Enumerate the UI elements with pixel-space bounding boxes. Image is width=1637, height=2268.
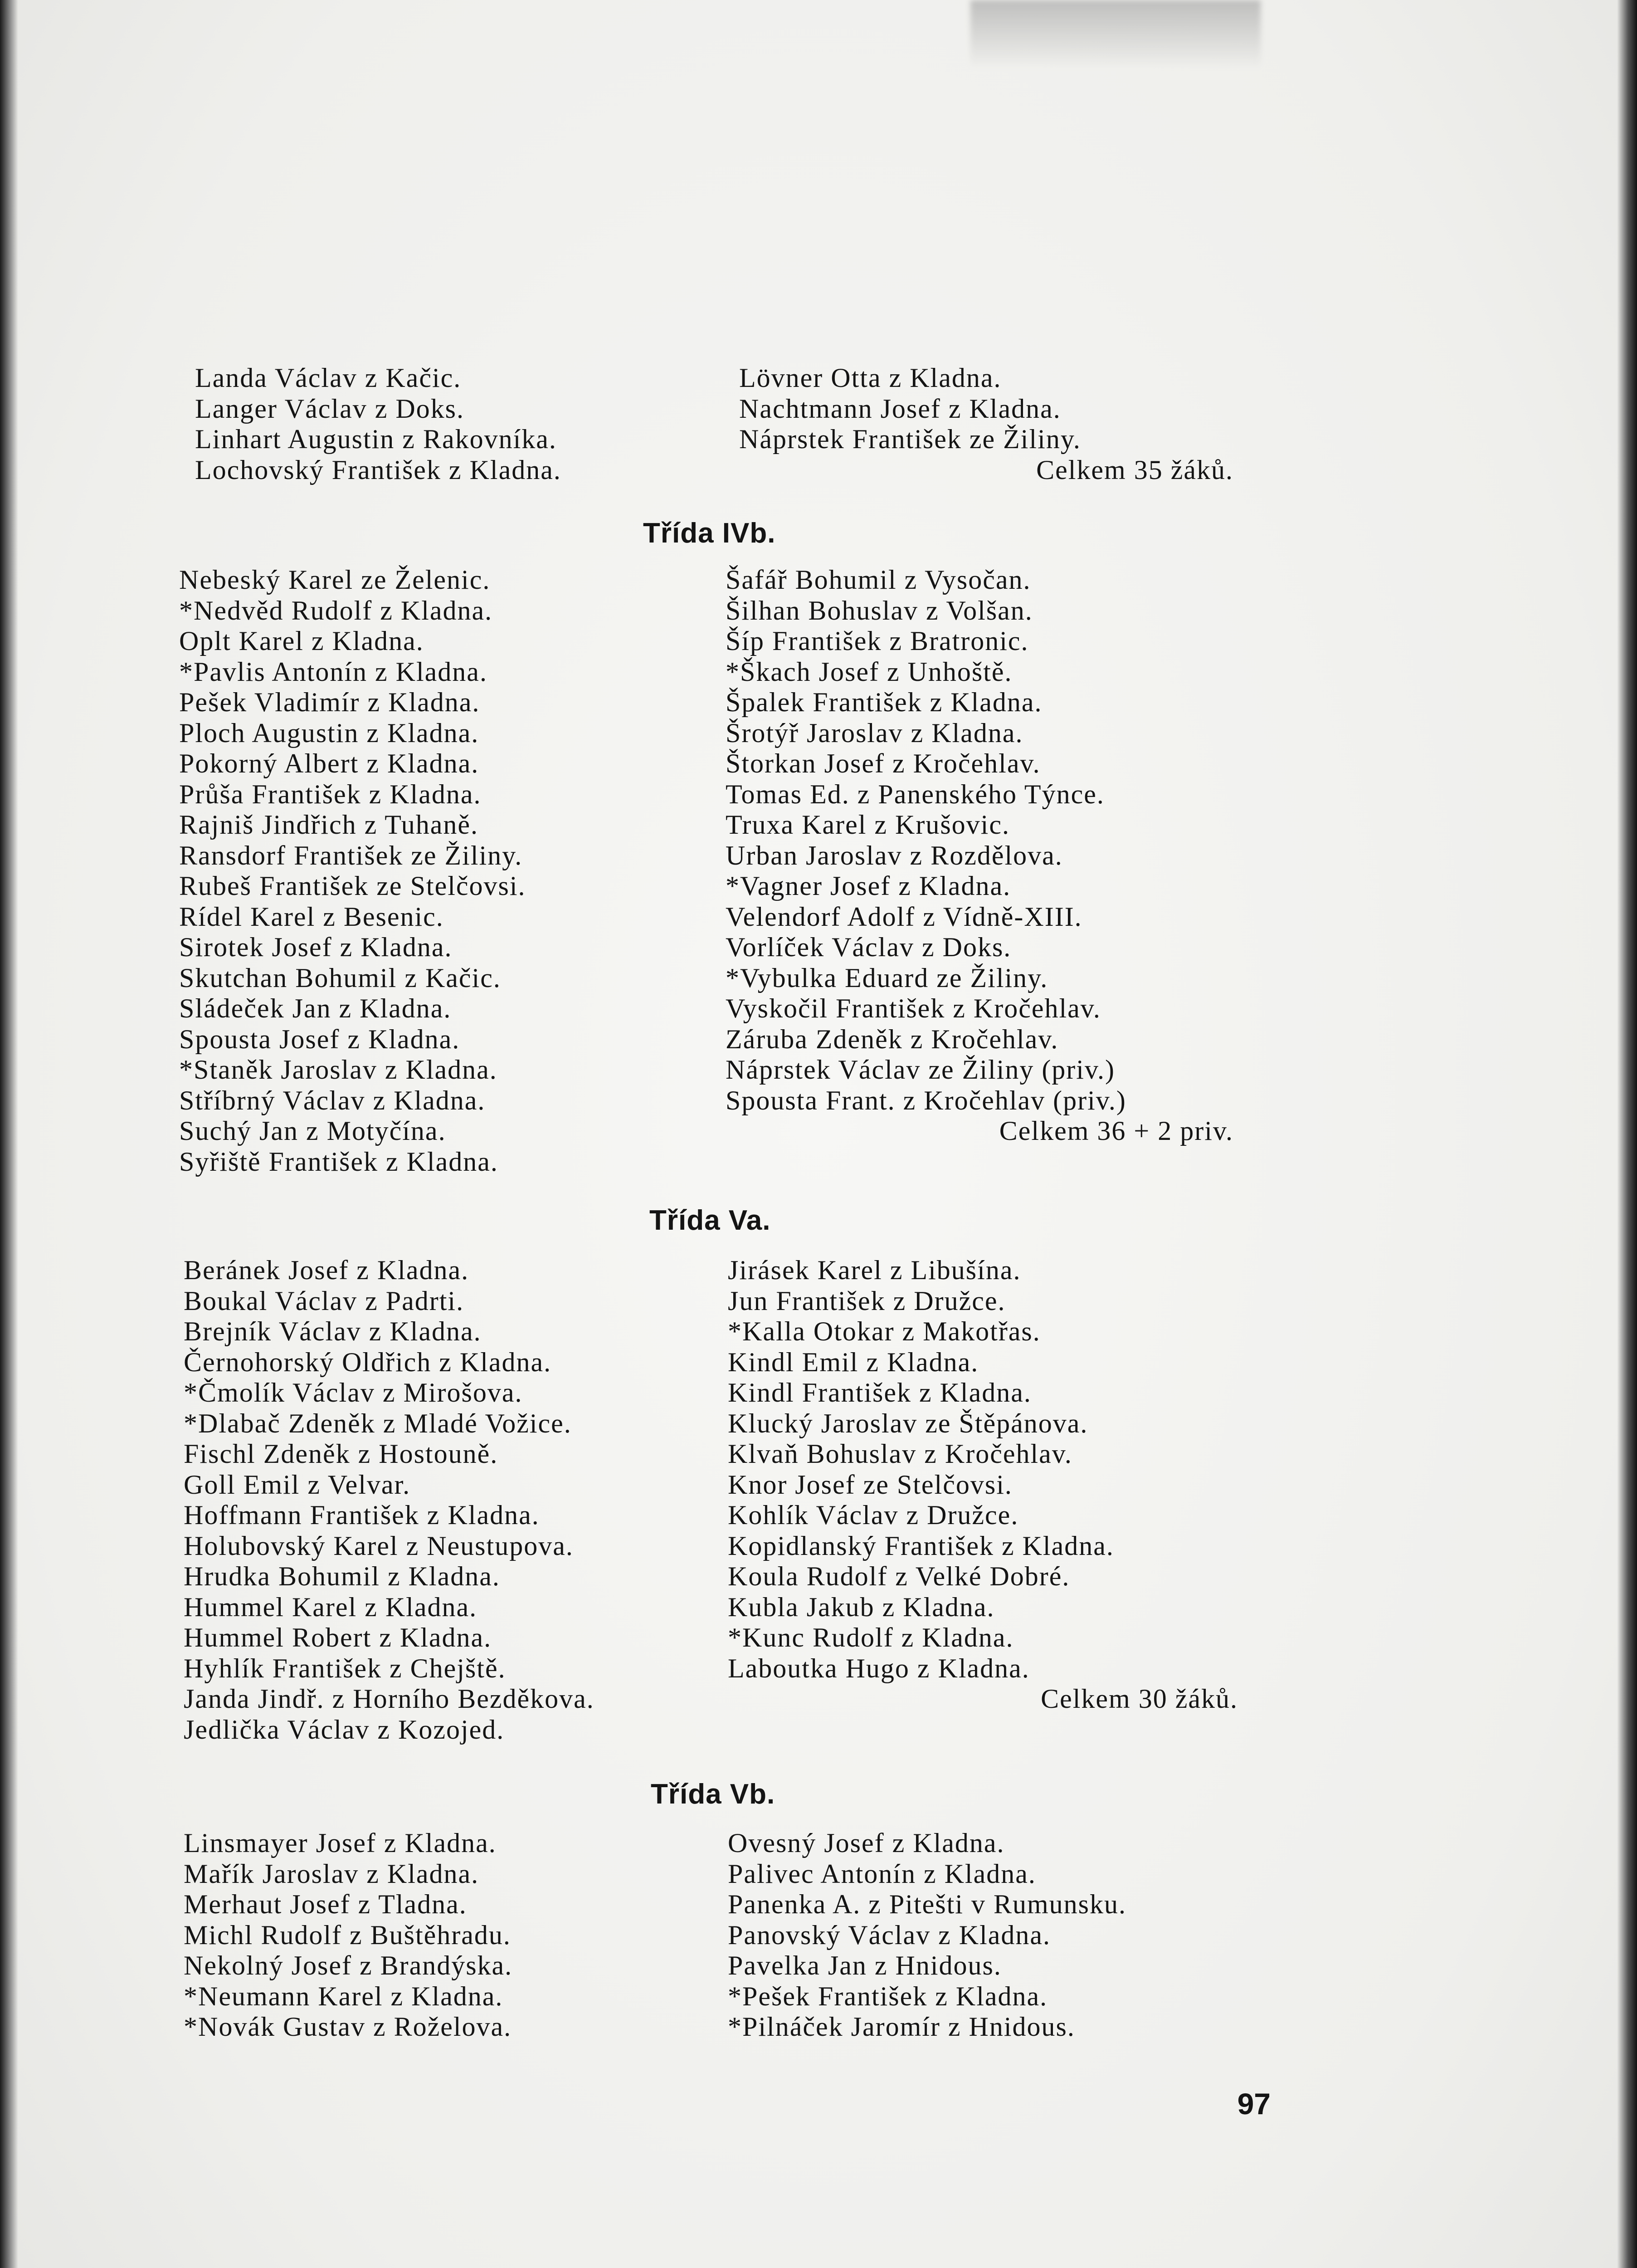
list-item: Stříbrný Václav z Kladna.: [179, 1085, 486, 1115]
list-item: Rídel Karel z Besenic.: [179, 901, 444, 932]
list-item: Vorlíček Václav z Doks.: [726, 932, 1012, 962]
list-item: *Dlabač Zdeněk z Mladé Vožice.: [184, 1408, 572, 1438]
list-item: Štorkan Josef z Kročehlav.: [726, 748, 1041, 778]
list-item: Truxa Karel z Krušovic.: [726, 810, 1010, 840]
list-item: Skutchan Bohumil z Kačic.: [179, 963, 501, 993]
list-item: Goll Emil z Velvar.: [184, 1469, 411, 1500]
list-item: Šilhan Bohuslav z Volšan.: [726, 595, 1033, 626]
list-item: Michl Rudolf z Buštěhradu.: [184, 1920, 511, 1950]
list-item: Kindl Emil z Kladna.: [728, 1347, 979, 1377]
list-item: Hoffmann František z Kladna.: [184, 1500, 540, 1530]
left-column: [179, 565, 526, 1177]
list-item: Pokorný Albert z Kladna.: [179, 748, 479, 778]
scan-stain: [970, 0, 1261, 68]
section-heading-ivb: Třída IVb.: [643, 518, 776, 549]
list-item: *Kalla Otokar z Makotřas.: [728, 1316, 1041, 1346]
list-item: *Kunc Rudolf z Kladna.: [728, 1623, 1014, 1652]
list-item: Pavelka Jan z Hnidous.: [728, 1950, 1002, 1980]
list-item: *Staněk Jaroslav z Kladna.: [179, 1055, 497, 1085]
list-item: Náprstek Václav ze Žiliny (priv.): [726, 1055, 1116, 1085]
list-item: Hummel Karel z Kladna.: [184, 1592, 477, 1622]
list-item: Brejník Václav z Kladna.: [184, 1316, 482, 1346]
right-column: [728, 1255, 1238, 1715]
list-item: *Škach Josef z Unhoště.: [726, 656, 1013, 687]
list-item: Špalek František z Kladna.: [726, 687, 1043, 717]
list-item: Hummel Robert z Kladna.: [184, 1623, 492, 1652]
list-item: Lochovský František z Kladna.: [195, 455, 561, 485]
list-item: Koula Rudolf z Velké Dobré.: [728, 1561, 1070, 1591]
right-column: [726, 565, 1233, 1147]
list-item: Langer Václav z Doks.: [195, 393, 465, 424]
list-item: Černohorský Oldřich z Kladna.: [184, 1347, 552, 1377]
list-item: Jedlička Václav z Kozojed.: [184, 1714, 505, 1745]
list-item: *Novák Gustav z Roželova.: [184, 2012, 512, 2042]
list-item: Náprstek František ze Žiliny.: [739, 424, 1081, 454]
list-item: *Nedvěd Rudolf z Kladna.: [179, 595, 493, 626]
list-item: Beránek Josef z Kladna.: [184, 1255, 469, 1285]
list-item: Boukal Václav z Padrti.: [184, 1286, 464, 1316]
section-heading-vb: Třída Vb.: [651, 1779, 775, 1810]
list-item: Jun František z Družce.: [728, 1286, 1006, 1316]
list-item: *Vagner Josef z Kladna.: [726, 871, 1011, 901]
left-column: [184, 1828, 512, 2043]
list-item: Merhaut Josef z Tladna.: [184, 1889, 467, 1919]
list-item: Ransdorf František ze Žiliny.: [179, 840, 523, 870]
list-item: Rubeš František ze Stelčovsi.: [179, 871, 526, 901]
class-total: Celkem 30 žáků.: [1041, 1684, 1238, 1714]
list-item: Palivec Antonín z Kladna.: [728, 1858, 1036, 1889]
right-column: [739, 363, 1233, 485]
list-item: Panovský Václav z Kladna.: [728, 1920, 1051, 1950]
list-item: *Pešek František z Kladna.: [728, 1981, 1048, 2011]
list-item: Rajniš Jindřich z Tuhaně.: [179, 810, 478, 840]
list-item: Vyskočil František z Kročehlav.: [726, 993, 1101, 1023]
list-item: Klucký Jaroslav ze Štěpánova.: [728, 1408, 1088, 1438]
page-number: 97: [1237, 2087, 1271, 2121]
list-item: *Pilnáček Jaromír z Hnidous.: [728, 2012, 1075, 2042]
class-total: Celkem 35 žáků.: [1036, 455, 1233, 485]
list-item: Hrudka Bohumil z Kladna.: [184, 1561, 500, 1591]
list-item: Suchý Jan z Motyčína.: [179, 1116, 446, 1146]
list-item: Jirásek Karel z Libušína.: [728, 1255, 1021, 1285]
list-item: Spousta Josef z Kladna.: [179, 1024, 460, 1054]
list-item: Landa Václav z Kačic.: [195, 363, 462, 393]
list-item: Syřiště František z Kladna.: [179, 1146, 498, 1177]
list-item: Klvaň Bohuslav z Kročehlav.: [728, 1439, 1072, 1469]
list-item: Šíp František z Bratronic.: [726, 626, 1029, 656]
list-item: Panenka A. z Pitešti v Rumunsku.: [728, 1889, 1126, 1919]
right-column: [728, 1828, 1126, 2043]
list-item: Velendorf Adolf z Vídně-XIII.: [726, 901, 1082, 932]
list-item: Šafář Bohumil z Vysočan.: [726, 565, 1031, 595]
list-item: Mařík Jaroslav z Kladna.: [184, 1858, 479, 1889]
list-item: Janda Jindř. z Horního Bezděkova.: [184, 1684, 594, 1714]
list-item: Tomas Ed. z Panenského Týnce.: [726, 779, 1105, 809]
left-column: [184, 1255, 594, 1745]
list-item: Záruba Zdeněk z Kročehlav.: [726, 1024, 1059, 1054]
list-item: Ploch Augustin z Kladna.: [179, 718, 479, 748]
list-item: Pešek Vladimír z Kladna.: [179, 687, 480, 717]
list-item: Laboutka Hugo z Kladna.: [728, 1653, 1030, 1683]
list-item: Holubovský Karel z Neustupova.: [184, 1530, 574, 1561]
list-item: Oplt Karel z Kladna.: [179, 626, 424, 656]
list-item: Linsmayer Josef z Kladna.: [184, 1828, 497, 1858]
list-item: Knor Josef ze Stelčovsi.: [728, 1469, 1013, 1500]
list-item: Sládeček Jan z Kladna.: [179, 993, 452, 1023]
left-scan-edge: [0, 0, 18, 2268]
list-item: Nebeský Karel ze Želenic.: [179, 565, 491, 595]
list-item: Kopidlanský František z Kladna.: [728, 1530, 1114, 1561]
list-item: Spousta Frant. z Kročehlav (priv.): [726, 1085, 1126, 1115]
list-item: Kindl František z Kladna.: [728, 1378, 1032, 1408]
list-item: *Čmolík Václav z Mirošova.: [184, 1378, 523, 1408]
right-scan-edge: [1617, 0, 1637, 2268]
list-item: Šrotýř Jaroslav z Kladna.: [726, 718, 1023, 748]
list-item: Hyhlík František z Chejště.: [184, 1653, 506, 1683]
list-item: Nachtmann Josef z Kladna.: [739, 393, 1061, 424]
list-item: *Vybulka Eduard ze Žiliny.: [726, 963, 1048, 993]
list-item: *Neumann Karel z Kladna.: [184, 1981, 503, 2011]
list-item: Linhart Augustin z Rakovníka.: [195, 424, 557, 454]
list-item: Průša František z Kladna.: [179, 779, 482, 809]
class-total: Celkem 36 + 2 priv.: [999, 1116, 1233, 1146]
list-item: Lövner Otta z Kladna.: [739, 363, 1002, 393]
list-item: Fischl Zdeněk z Hostouně.: [184, 1439, 498, 1469]
left-column: [195, 363, 561, 485]
list-item: Nekolný Josef z Brandýska.: [184, 1950, 513, 1980]
list-item: Urban Jaroslav z Rozdělova.: [726, 840, 1063, 870]
list-item: Ovesný Josef z Kladna.: [728, 1828, 1005, 1858]
list-item: Kubla Jakub z Kladna.: [728, 1592, 995, 1622]
list-item: *Pavlis Antonín z Kladna.: [179, 656, 487, 687]
list-item: Kohlík Václav z Družce.: [728, 1500, 1019, 1530]
section-heading-va: Třída Va.: [649, 1205, 771, 1236]
list-item: Sirotek Josef z Kladna.: [179, 932, 453, 962]
